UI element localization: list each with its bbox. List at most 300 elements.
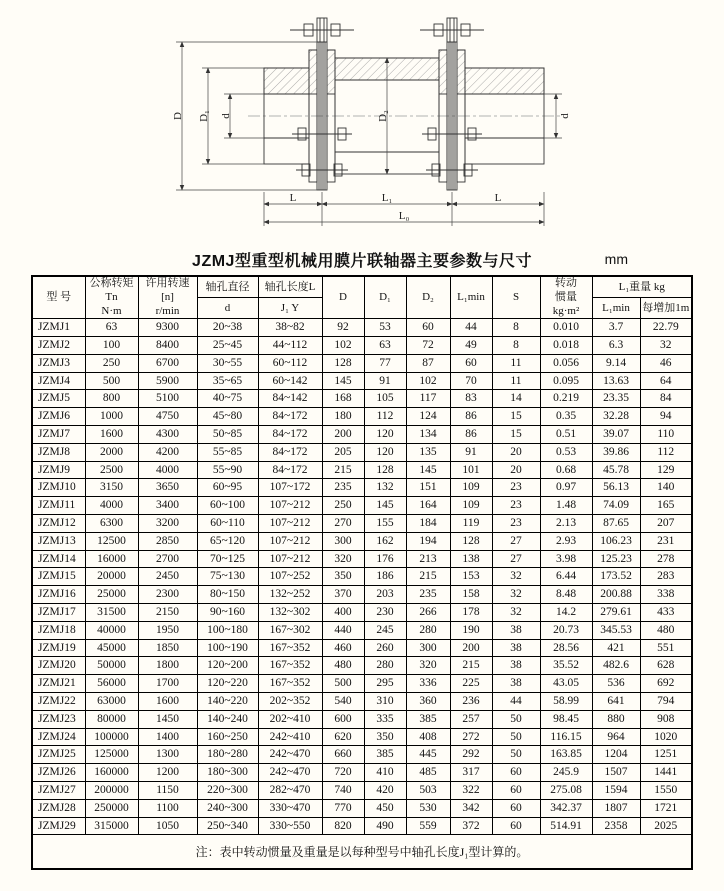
value-cell: 770 — [322, 799, 364, 817]
value-cell: 32 — [640, 337, 692, 355]
table-row — [32, 799, 692, 817]
table-row — [32, 443, 692, 461]
value-cell: 46 — [640, 354, 692, 372]
table-row — [32, 479, 692, 497]
model-cell: JZMJ4 — [32, 372, 85, 390]
value-cell: 820 — [322, 817, 364, 835]
coupling-drawing — [152, 6, 572, 236]
value-cell: 3150 — [85, 479, 138, 497]
value-cell: 3.7 — [592, 319, 640, 337]
model-cell: JZMJ27 — [32, 781, 85, 799]
value-cell: 80~150 — [197, 586, 258, 604]
value-cell: 279.61 — [592, 604, 640, 622]
value-cell: 1000 — [85, 408, 138, 426]
value-cell: 500 — [322, 675, 364, 693]
value-cell: 101 — [450, 461, 492, 479]
value-cell: 300 — [406, 639, 450, 657]
value-cell: 27 — [492, 550, 540, 568]
value-cell: 480 — [640, 621, 692, 639]
value-cell: 39.86 — [592, 443, 640, 461]
value-cell: 32 — [492, 568, 540, 586]
value-cell: 225 — [450, 675, 492, 693]
value-cell: 63 — [85, 319, 138, 337]
value-cell: 500 — [85, 372, 138, 390]
value-cell: 109 — [450, 497, 492, 515]
value-cell: 8.48 — [540, 586, 592, 604]
value-cell: 280 — [364, 657, 406, 675]
value-cell: 641 — [592, 692, 640, 710]
model-cell: JZMJ28 — [32, 799, 85, 817]
value-cell: 11 — [492, 354, 540, 372]
value-cell: 205 — [322, 443, 364, 461]
value-cell: 320 — [406, 657, 450, 675]
value-cell: 22.79 — [640, 319, 692, 337]
value-cell: 178 — [450, 604, 492, 622]
value-cell: 282~470 — [258, 781, 322, 799]
value-cell: 1600 — [138, 692, 197, 710]
value-cell: 230 — [364, 604, 406, 622]
value-cell: 1807 — [592, 799, 640, 817]
value-cell: 25~45 — [197, 337, 258, 355]
value-cell: 2450 — [138, 568, 197, 586]
value-cell: 38 — [492, 639, 540, 657]
value-cell: 39.07 — [592, 426, 640, 444]
value-cell: 283 — [640, 568, 692, 586]
table-row — [32, 728, 692, 746]
value-cell: 160000 — [85, 764, 138, 782]
model-cell: JZMJ23 — [32, 710, 85, 728]
value-cell: 102 — [322, 337, 364, 355]
value-cell: 107~172 — [258, 479, 322, 497]
value-cell: 16000 — [85, 550, 138, 568]
value-cell: 292 — [450, 746, 492, 764]
value-cell: 27 — [492, 532, 540, 550]
value-cell: 186 — [364, 568, 406, 586]
value-cell: 692 — [640, 675, 692, 693]
value-cell: 44~112 — [258, 337, 322, 355]
value-cell: 168 — [322, 390, 364, 408]
value-cell: 60~112 — [258, 354, 322, 372]
value-cell: 342.37 — [540, 799, 592, 817]
value-cell: 20 — [492, 443, 540, 461]
value-cell: 880 — [592, 710, 640, 728]
value-cell: 1850 — [138, 639, 197, 657]
table-row — [32, 692, 692, 710]
inertia-line1: 转动 — [555, 277, 577, 289]
table-header — [32, 276, 692, 319]
value-cell: 5900 — [138, 372, 197, 390]
coupling-body — [264, 18, 544, 190]
dim-label-d-left: d — [220, 113, 232, 119]
value-cell: 372 — [450, 817, 492, 835]
value-cell: 190 — [450, 621, 492, 639]
value-cell: 295 — [364, 675, 406, 693]
value-cell: 2358 — [592, 817, 640, 835]
value-cell: 408 — [406, 728, 450, 746]
value-cell: 4200 — [138, 443, 197, 461]
value-cell: 2.13 — [540, 515, 592, 533]
value-cell: 628 — [640, 657, 692, 675]
value-cell: 4000 — [85, 497, 138, 515]
value-cell: 1950 — [138, 621, 197, 639]
model-cell: JZMJ9 — [32, 461, 85, 479]
value-cell: 60 — [492, 764, 540, 782]
table-row — [32, 710, 692, 728]
value-cell: 14 — [492, 390, 540, 408]
value-cell: 35~65 — [197, 372, 258, 390]
value-cell: 215 — [406, 568, 450, 586]
value-cell: 2700 — [138, 550, 197, 568]
table-row — [32, 337, 692, 355]
value-cell: 35.52 — [540, 657, 592, 675]
value-cell: 50000 — [85, 657, 138, 675]
value-cell: 20.73 — [540, 621, 592, 639]
value-cell: 2000 — [85, 443, 138, 461]
value-cell: 153 — [450, 568, 492, 586]
value-cell: 250 — [85, 354, 138, 372]
value-cell: 30~55 — [197, 354, 258, 372]
value-cell: 280 — [406, 621, 450, 639]
value-cell: 63000 — [85, 692, 138, 710]
value-cell: 410 — [364, 764, 406, 782]
value-cell: 106.23 — [592, 532, 640, 550]
value-cell: 202~352 — [258, 692, 322, 710]
value-cell: 1.48 — [540, 497, 592, 515]
value-cell: 64 — [640, 372, 692, 390]
table-row — [32, 372, 692, 390]
value-cell: 400 — [322, 604, 364, 622]
table-row — [32, 586, 692, 604]
table-row — [32, 515, 692, 533]
value-cell: 125000 — [85, 746, 138, 764]
value-cell: 242~470 — [258, 764, 322, 782]
value-cell: 4750 — [138, 408, 197, 426]
value-cell: 200.88 — [592, 586, 640, 604]
value-cell: 330~550 — [258, 817, 322, 835]
value-cell: 450 — [364, 799, 406, 817]
table-row — [32, 354, 692, 372]
model-cell: JZMJ22 — [32, 692, 85, 710]
value-cell: 0.095 — [540, 372, 592, 390]
value-cell: 84~172 — [258, 408, 322, 426]
value-cell: 317 — [450, 764, 492, 782]
value-cell: 2500 — [85, 461, 138, 479]
value-cell: 2.93 — [540, 532, 592, 550]
value-cell: 84~172 — [258, 461, 322, 479]
value-cell: 6300 — [85, 515, 138, 533]
value-cell: 270 — [322, 515, 364, 533]
value-cell: 536 — [592, 675, 640, 693]
value-cell: 9300 — [138, 319, 197, 337]
value-cell: 1050 — [138, 817, 197, 835]
value-cell: 250 — [322, 497, 364, 515]
value-cell: 242~410 — [258, 728, 322, 746]
value-cell: 98.45 — [540, 710, 592, 728]
model-cell: JZMJ13 — [32, 532, 85, 550]
value-cell: 14.2 — [540, 604, 592, 622]
value-cell: 272 — [450, 728, 492, 746]
value-cell: 245.9 — [540, 764, 592, 782]
value-cell: 1400 — [138, 728, 197, 746]
value-cell: 120~200 — [197, 657, 258, 675]
value-cell: 260 — [364, 639, 406, 657]
value-cell: 180 — [322, 408, 364, 426]
value-cell: 132~302 — [258, 604, 322, 622]
value-cell: 335 — [364, 710, 406, 728]
value-cell: 56.13 — [592, 479, 640, 497]
value-cell: 25000 — [85, 586, 138, 604]
value-cell: 91 — [364, 372, 406, 390]
value-cell: 275.08 — [540, 781, 592, 799]
value-cell: 167~302 — [258, 621, 322, 639]
dimension-labels — [172, 110, 571, 222]
value-cell: 420 — [364, 781, 406, 799]
value-cell: 128 — [322, 354, 364, 372]
inertia-line2: 惯量 — [555, 290, 577, 303]
value-cell: 540 — [322, 692, 364, 710]
value-cell: 107~252 — [258, 568, 322, 586]
model-cell: JZMJ15 — [32, 568, 85, 586]
value-cell: 86 — [450, 408, 492, 426]
dim-label-L-left: L — [289, 192, 297, 204]
value-cell: 107~212 — [258, 532, 322, 550]
value-cell: 23 — [492, 497, 540, 515]
value-cell: 215 — [450, 657, 492, 675]
table-row — [32, 497, 692, 515]
value-cell: 134 — [406, 426, 450, 444]
value-cell: 55~85 — [197, 443, 258, 461]
table-row — [32, 817, 692, 835]
value-cell: 60 — [450, 354, 492, 372]
value-cell: 112 — [640, 443, 692, 461]
value-cell: 102 — [406, 372, 450, 390]
value-cell: 1721 — [640, 799, 692, 817]
value-cell: 45~80 — [197, 408, 258, 426]
value-cell: 167~352 — [258, 675, 322, 693]
model-cell: JZMJ6 — [32, 408, 85, 426]
value-cell: 117 — [406, 390, 450, 408]
col-header-model: 型 号 — [32, 276, 85, 319]
value-cell: 50 — [492, 746, 540, 764]
value-cell: 800 — [85, 390, 138, 408]
value-cell: 200 — [322, 426, 364, 444]
value-cell: 155 — [364, 515, 406, 533]
table-row — [32, 408, 692, 426]
value-cell: 551 — [640, 639, 692, 657]
value-cell: 15 — [492, 426, 540, 444]
value-cell: 74.09 — [592, 497, 640, 515]
value-cell: 440 — [322, 621, 364, 639]
value-cell: 75~130 — [197, 568, 258, 586]
value-cell: 330~470 — [258, 799, 322, 817]
value-cell: 350 — [364, 728, 406, 746]
value-cell: 433 — [640, 604, 692, 622]
table-row — [32, 426, 692, 444]
value-cell: 167~352 — [258, 639, 322, 657]
table-row — [32, 604, 692, 622]
value-cell: 0.010 — [540, 319, 592, 337]
value-cell: 240~300 — [197, 799, 258, 817]
value-cell: 151 — [406, 479, 450, 497]
value-cell: 50 — [492, 728, 540, 746]
value-cell: 120~220 — [197, 675, 258, 693]
table-row — [32, 657, 692, 675]
value-cell: 110 — [640, 426, 692, 444]
value-cell: 385 — [406, 710, 450, 728]
col-header-speed — [138, 276, 197, 319]
model-cell: JZMJ24 — [32, 728, 85, 746]
value-cell: 55~90 — [197, 461, 258, 479]
value-cell: 207 — [640, 515, 692, 533]
value-cell: 5100 — [138, 390, 197, 408]
value-cell: 107~212 — [258, 550, 322, 568]
value-cell: 200 — [450, 639, 492, 657]
value-cell: 180~280 — [197, 746, 258, 764]
value-cell: 11 — [492, 372, 540, 390]
dim-label-L1: L₁ — [381, 192, 393, 204]
value-cell: 84~142 — [258, 390, 322, 408]
model-cell: JZMJ21 — [32, 675, 85, 693]
value-cell: 503 — [406, 781, 450, 799]
value-cell: 242~470 — [258, 746, 322, 764]
value-cell: 1300 — [138, 746, 197, 764]
value-cell: 1594 — [592, 781, 640, 799]
model-cell: JZMJ19 — [32, 639, 85, 657]
value-cell: 124 — [406, 408, 450, 426]
value-cell: 100000 — [85, 728, 138, 746]
model-cell: JZMJ3 — [32, 354, 85, 372]
dim-label-d-right: d — [559, 113, 571, 119]
value-cell: 12500 — [85, 532, 138, 550]
table-row — [32, 764, 692, 782]
value-cell: 49 — [450, 337, 492, 355]
value-cell: 203 — [364, 586, 406, 604]
value-cell: 86 — [450, 426, 492, 444]
value-cell: 235 — [322, 479, 364, 497]
value-cell: 92 — [322, 319, 364, 337]
value-cell: 128 — [364, 461, 406, 479]
value-cell: 1150 — [138, 781, 197, 799]
model-cell: JZMJ7 — [32, 426, 85, 444]
dim-label-D: D — [172, 112, 184, 120]
value-cell: 128 — [450, 532, 492, 550]
value-cell: 107~212 — [258, 497, 322, 515]
value-cell: 135 — [406, 443, 450, 461]
coupling-drawing-svg — [152, 6, 572, 231]
value-cell: 200000 — [85, 781, 138, 799]
value-cell: 1600 — [85, 426, 138, 444]
col-header-D1: D₁ — [364, 276, 406, 319]
value-cell: 32.28 — [592, 408, 640, 426]
title-row — [32, 248, 692, 270]
value-cell: 132 — [364, 479, 406, 497]
value-cell: 360 — [406, 692, 450, 710]
value-cell: 40~75 — [197, 390, 258, 408]
value-cell: 173.52 — [592, 568, 640, 586]
dim-label-D2: D₂ — [377, 110, 389, 122]
value-cell: 0.97 — [540, 479, 592, 497]
value-cell: 58.99 — [540, 692, 592, 710]
value-cell: 38 — [492, 657, 540, 675]
value-cell: 60~100 — [197, 497, 258, 515]
value-cell: 20 — [492, 461, 540, 479]
value-cell: 28.56 — [540, 639, 592, 657]
value-cell: 87 — [406, 354, 450, 372]
value-cell: 32 — [492, 604, 540, 622]
value-cell: 38 — [492, 621, 540, 639]
value-cell: 342 — [450, 799, 492, 817]
value-cell: 740 — [322, 781, 364, 799]
value-cell: 32 — [492, 586, 540, 604]
value-cell: 84 — [640, 390, 692, 408]
value-cell: 184 — [406, 515, 450, 533]
col-header-D: D — [322, 276, 364, 319]
value-cell: 13.63 — [592, 372, 640, 390]
model-cell: JZMJ25 — [32, 746, 85, 764]
value-cell: 53 — [364, 319, 406, 337]
col-header-bore-diameter: 轴孔直径 — [197, 276, 258, 298]
value-cell: 60 — [492, 799, 540, 817]
model-cell: JZMJ8 — [32, 443, 85, 461]
table-footer — [32, 835, 692, 869]
value-cell: 370 — [322, 586, 364, 604]
value-cell: 38 — [492, 675, 540, 693]
value-cell: 100~180 — [197, 621, 258, 639]
value-cell: 0.68 — [540, 461, 592, 479]
value-cell: 70~125 — [197, 550, 258, 568]
value-cell: 43.05 — [540, 675, 592, 693]
value-cell: 9.14 — [592, 354, 640, 372]
value-cell: 45.78 — [592, 461, 640, 479]
value-cell: 167~352 — [258, 657, 322, 675]
value-cell: 322 — [450, 781, 492, 799]
table-row — [32, 550, 692, 568]
speed-symbol: [n] — [161, 290, 174, 303]
value-cell: 129 — [640, 461, 692, 479]
value-cell: 20~38 — [197, 319, 258, 337]
value-cell: 145 — [364, 497, 406, 515]
page-title: JZMJ型重型机械用膜片联轴器主要参数与尺寸 — [192, 253, 532, 270]
dim-label-L-right: L — [494, 192, 502, 204]
value-cell: 140 — [640, 479, 692, 497]
dim-label-D1: D₁ — [198, 110, 210, 122]
value-cell: 1800 — [138, 657, 197, 675]
value-cell: 112 — [364, 408, 406, 426]
value-cell: 38~82 — [258, 319, 322, 337]
value-cell: 315000 — [85, 817, 138, 835]
value-cell: 162 — [364, 532, 406, 550]
model-cell: JZMJ12 — [32, 515, 85, 533]
value-cell: 70 — [450, 372, 492, 390]
value-cell: 385 — [364, 746, 406, 764]
value-cell: 485 — [406, 764, 450, 782]
value-cell: 1200 — [138, 764, 197, 782]
value-cell: 44 — [450, 319, 492, 337]
value-cell: 3650 — [138, 479, 197, 497]
value-cell: 87.65 — [592, 515, 640, 533]
value-cell: 56000 — [85, 675, 138, 693]
value-cell: 2300 — [138, 586, 197, 604]
value-cell: 145 — [322, 372, 364, 390]
value-cell: 50 — [492, 710, 540, 728]
col-subheader-d: d — [197, 298, 258, 319]
value-cell: 660 — [322, 746, 364, 764]
value-cell: 3400 — [138, 497, 197, 515]
value-cell: 1100 — [138, 799, 197, 817]
value-cell: 559 — [406, 817, 450, 835]
value-cell: 1507 — [592, 764, 640, 782]
table-row — [32, 568, 692, 586]
